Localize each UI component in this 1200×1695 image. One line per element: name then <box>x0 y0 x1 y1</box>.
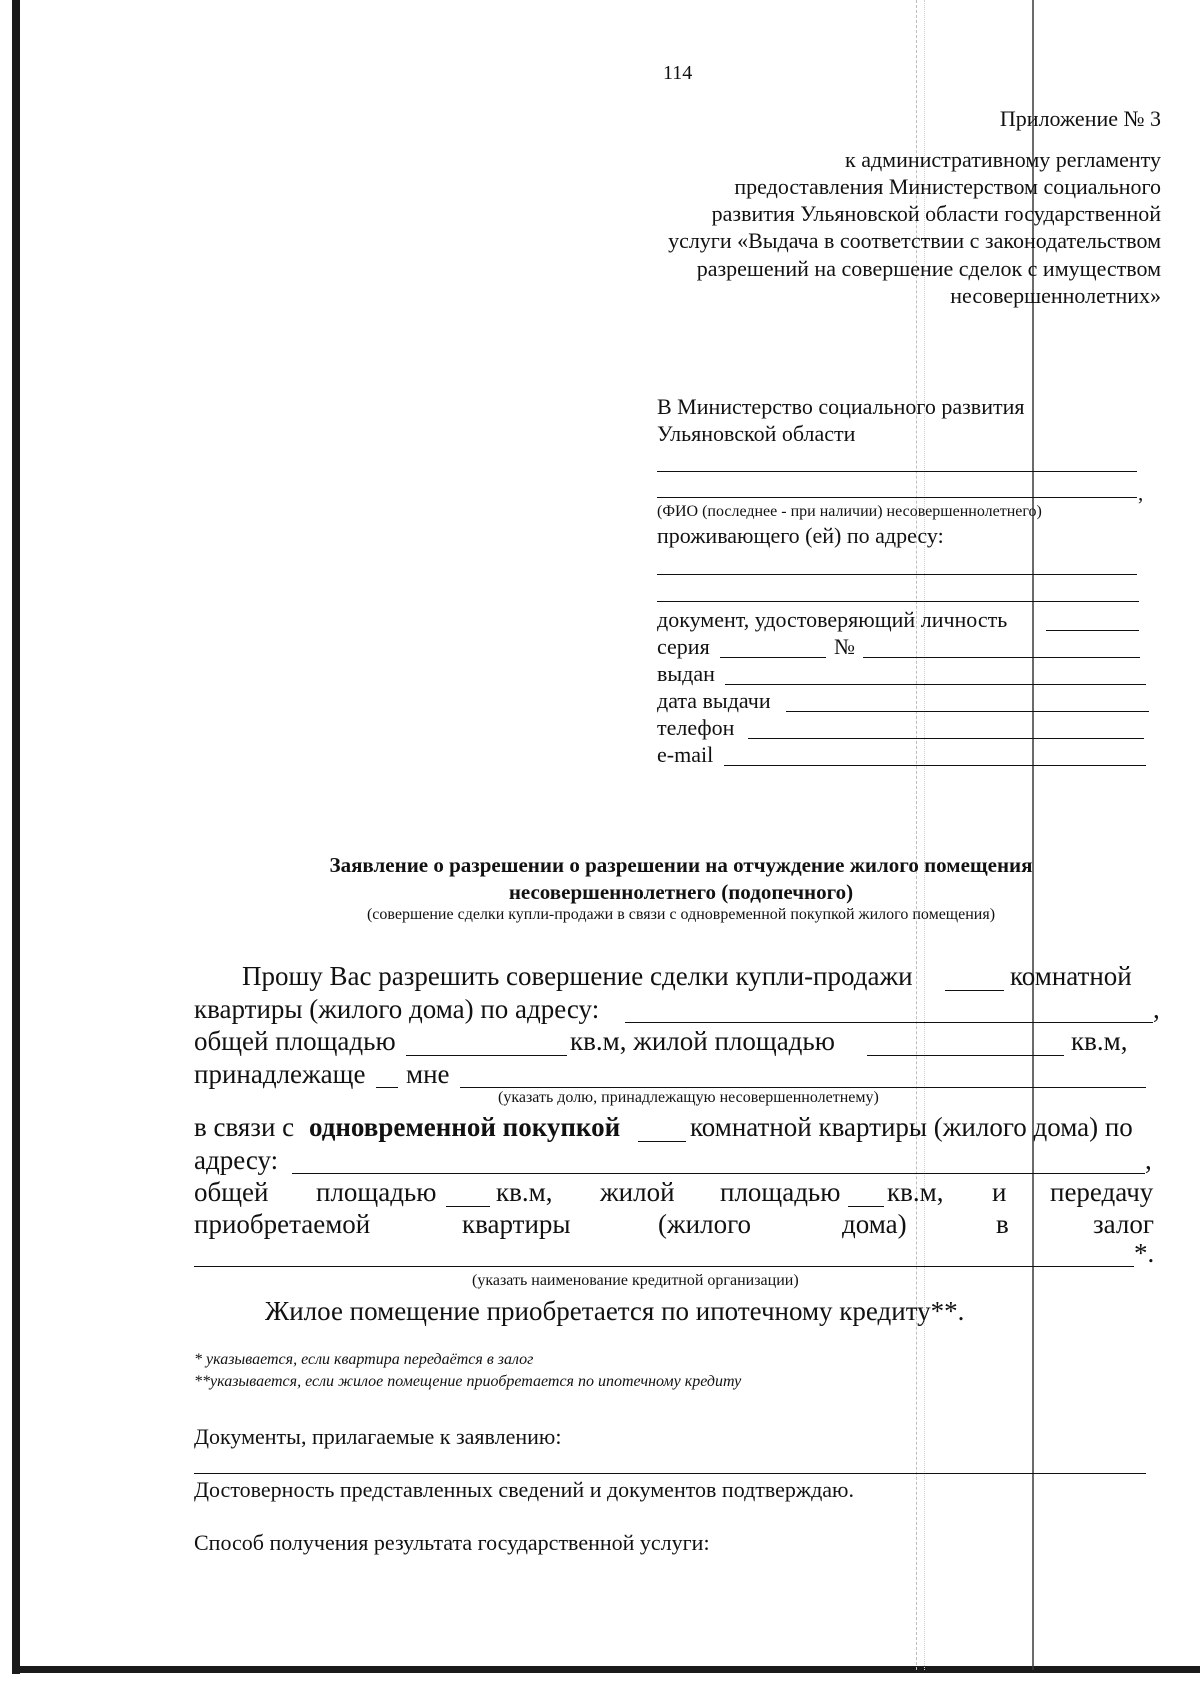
confirmation-text: Достоверность представленных сведений и документов подтверждаю. <box>194 1477 854 1502</box>
id-document-field[interactable] <box>1046 630 1139 631</box>
justified-word: кв.м, <box>887 1177 944 1207</box>
statement-title-line-1: Заявление о разрешении о разрешении на отчуждение жилого помещения <box>329 853 1033 877</box>
connection-label: в связи с <box>194 1112 295 1142</box>
justified-word: кв.м, <box>496 1177 553 1207</box>
area-unit-label: кв.м, <box>1071 1026 1128 1056</box>
series-field[interactable] <box>720 657 826 658</box>
result-method-label: Способ получения результата государственной услуги: <box>194 1530 710 1555</box>
rooms-label: комнатной <box>1010 961 1132 991</box>
fio-caption: (ФИО (последнее - при наличии) несовершеннолетнего) <box>657 503 1042 520</box>
total-area-field[interactable] <box>406 1055 567 1056</box>
address-comma: , <box>1153 994 1160 1024</box>
justified-word: квартиры <box>462 1209 571 1239</box>
phone-field[interactable] <box>748 738 1144 739</box>
appendix-title: Приложение № 3 <box>999 106 1161 131</box>
share-caption: (указать долю, принадлежащую несовершеннолетнему) <box>498 1089 879 1106</box>
issue-date-field[interactable] <box>786 711 1149 712</box>
appendix-line: развития Ульяновской области государственной <box>711 201 1161 226</box>
address-prefix: квартиры (жилого дома) по адресу: <box>194 994 600 1024</box>
mortgage-statement: Жилое помещение приобретается по ипотечному кредиту**. <box>265 1296 965 1326</box>
number-label: № <box>834 634 855 659</box>
justified-word: в <box>996 1209 1009 1239</box>
email-label: e-mail <box>657 742 714 767</box>
footnote: * указывается, если квартира передаётся в залог <box>194 1351 534 1368</box>
new-property-label: комнатной квартиры (жилого дома) по <box>690 1112 1133 1142</box>
bank-field[interactable] <box>194 1266 1134 1267</box>
justified-word: площадью <box>316 1177 437 1207</box>
statement-title-line-2: несовершеннолетнего (подопечного) <box>508 880 854 904</box>
justified-word: (жилого <box>658 1209 751 1239</box>
me-label: мне <box>406 1059 450 1089</box>
appendix-line: разрешений на совершение сделок с имуществом <box>696 256 1161 281</box>
statement-subtitle: (совершение сделки купли-продажи в связи с одновременной покупкой жилого помещения) <box>366 906 996 923</box>
new-address-comma: , <box>1145 1145 1152 1175</box>
new-rooms-count-field[interactable] <box>638 1141 686 1142</box>
asterisk-end: *. <box>1134 1238 1155 1268</box>
simultaneous-purchase-label: одновременной покупкой <box>309 1112 621 1142</box>
justified-word: площадью <box>720 1177 841 1207</box>
issued-field[interactable] <box>725 684 1146 685</box>
id-document-label: документ, удостоверяющий личность <box>657 607 1008 632</box>
living-area-label: кв.м, жилой площадью <box>570 1026 835 1056</box>
justified-word: жилой <box>600 1177 675 1207</box>
scan-bottom-border <box>12 1666 1200 1673</box>
residing-label: проживающего (ей) по адресу: <box>657 523 944 548</box>
issued-label: выдан <box>657 661 715 686</box>
addressee-line: В Министерство социального развития <box>657 394 1025 419</box>
request-text: Прошу Вас разрешить совершение сделки купли-продажи <box>242 961 913 991</box>
appendix-line: услуги «Выдача в соответствии с законодательством <box>668 228 1161 253</box>
scan-left-border <box>12 0 20 1674</box>
new-living-area-field[interactable] <box>848 1206 884 1207</box>
appendix-line: предоставления Министерством социального <box>734 174 1161 199</box>
justified-word: залог <box>1093 1209 1154 1239</box>
address-field-line-1[interactable] <box>657 574 1137 575</box>
bank-caption: (указать наименование кредитной организации) <box>472 1272 799 1289</box>
documents-label: Документы, прилагаемые к заявлению: <box>194 1424 562 1449</box>
number-field[interactable] <box>863 657 1140 658</box>
property-address-field[interactable] <box>625 1022 1153 1023</box>
series-label: серия <box>657 634 710 659</box>
justified-word: дома) <box>842 1209 907 1239</box>
fio-comma: , <box>1138 481 1144 505</box>
living-area-field[interactable] <box>867 1055 1064 1056</box>
email-field[interactable] <box>724 765 1146 766</box>
footnote: **указывается, если жилое помещение приобретается по ипотечному кредиту <box>194 1373 742 1390</box>
documents-field[interactable] <box>194 1473 1146 1474</box>
page-number: 114 <box>663 62 693 84</box>
rooms-count-field[interactable] <box>945 990 1004 991</box>
new-address-label: адресу: <box>194 1145 279 1175</box>
justified-word: передачу <box>1050 1177 1154 1207</box>
share-field[interactable] <box>460 1087 1146 1088</box>
new-address-field[interactable] <box>292 1173 1145 1174</box>
justified-word: и <box>992 1177 1007 1207</box>
address-field-line-2[interactable] <box>657 601 1139 602</box>
justified-word: общей <box>194 1177 269 1207</box>
appendix-line: несовершеннолетних» <box>950 283 1161 308</box>
issue-date-label: дата выдачи <box>657 688 771 713</box>
belonging-label: принадлежаще <box>194 1059 366 1089</box>
belonging-suffix-field[interactable] <box>376 1087 398 1088</box>
new-total-area-field[interactable] <box>446 1206 490 1207</box>
fio-field-line-1[interactable] <box>657 471 1137 472</box>
appendix-line: к административному регламенту <box>845 147 1161 172</box>
phone-label: телефон <box>657 715 735 740</box>
addressee-line: Ульяновской области <box>657 421 856 446</box>
total-area-label: общей площадью <box>194 1026 396 1056</box>
fio-field-line-2[interactable] <box>657 497 1137 498</box>
justified-word: приобретаемой <box>194 1209 371 1239</box>
